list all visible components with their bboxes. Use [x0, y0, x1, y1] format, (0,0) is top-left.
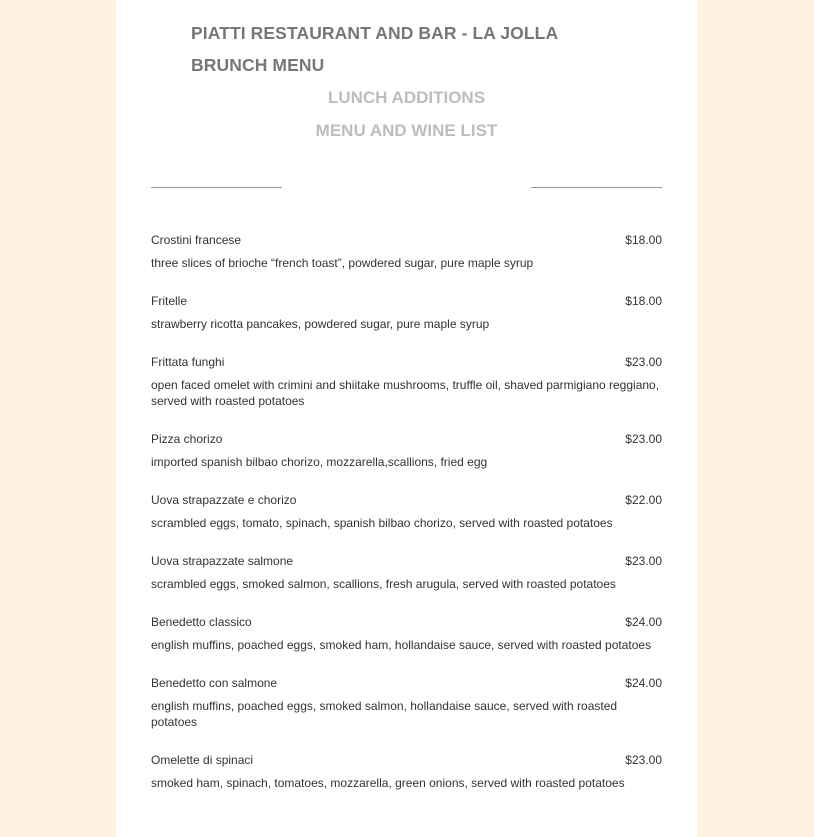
item-name: Crostini francese — [151, 233, 242, 247]
menu-page — [116, 0, 697, 837]
item-price: $23.00 — [625, 355, 662, 369]
menu-list — [151, 232, 662, 813]
item-description: english muffins, poached eggs, smoked ham, hollandaise sauce, served with roasted potatoes — [151, 638, 652, 652]
menu-item — [151, 553, 662, 614]
item-price: $24.00 — [625, 676, 662, 690]
menu-item — [151, 492, 662, 553]
menu-item — [151, 354, 662, 431]
item-name: Uova strapazzate e chorizo — [151, 493, 297, 507]
item-description: three slices of brioche “french toast”, powdered sugar, pure maple syrup — [151, 256, 534, 270]
item-description: scrambled eggs, tomato, spinach, spanish bilbao chorizo, served with roasted potatoes — [151, 516, 613, 530]
item-name: Frittata funghi — [151, 355, 225, 369]
item-name: Benedetto con salmone — [151, 676, 278, 690]
item-price: $22.00 — [625, 493, 662, 507]
item-price: $23.00 — [625, 753, 662, 767]
menu-item — [151, 675, 662, 752]
item-name: Omelette di spinaci — [151, 753, 254, 767]
item-price: $18.00 — [625, 294, 662, 308]
restaurant-title: PIATTI RESTAURANT AND BAR - LA JOLLA — [191, 23, 559, 43]
menu-item — [151, 431, 662, 492]
item-description: open faced omelet with crimini and shiitake mushrooms, truffle oil, shaved parmigiano reggiano, served with roasted potatoes — [151, 378, 660, 408]
item-description: strawberry ricotta pancakes, powdered sugar, pure maple syrup — [151, 317, 490, 331]
menu-title: BRUNCH MENU — [191, 55, 325, 75]
item-price: $18.00 — [625, 233, 662, 247]
item-name: Benedetto classico — [151, 615, 252, 629]
lunch-additions-link[interactable]: LUNCH ADDITIONS — [327, 88, 486, 107]
item-price: $23.00 — [625, 554, 662, 568]
item-name: Uova strapazzate salmone — [151, 554, 294, 568]
menu-item — [151, 752, 662, 813]
item-price: $23.00 — [625, 432, 662, 446]
item-description: smoked ham, spinach, tomatoes, mozzarella, green onions, served with roasted potatoes — [151, 776, 625, 790]
menu-and-wine-list-link[interactable]: MENU AND WINE LIST — [315, 121, 498, 140]
item-description: english muffins, poached eggs, smoked salmon, hollandaise sauce, served with roasted potatoes — [151, 699, 618, 729]
divider-left — [151, 187, 282, 188]
menu-item — [151, 614, 662, 675]
item-description: scrambled eggs, smoked salmon, scallions, fresh arugula, served with roasted potatoes — [151, 577, 616, 591]
divider-right — [531, 187, 662, 188]
item-name: Fritelle — [151, 294, 188, 308]
menu-item — [151, 293, 662, 354]
item-price: $24.00 — [625, 615, 662, 629]
item-name: Pizza chorizo — [151, 432, 223, 446]
menu-item — [151, 232, 662, 293]
item-description: imported spanish bilbao chorizo, mozzarella,scallions, fried egg — [151, 455, 488, 469]
